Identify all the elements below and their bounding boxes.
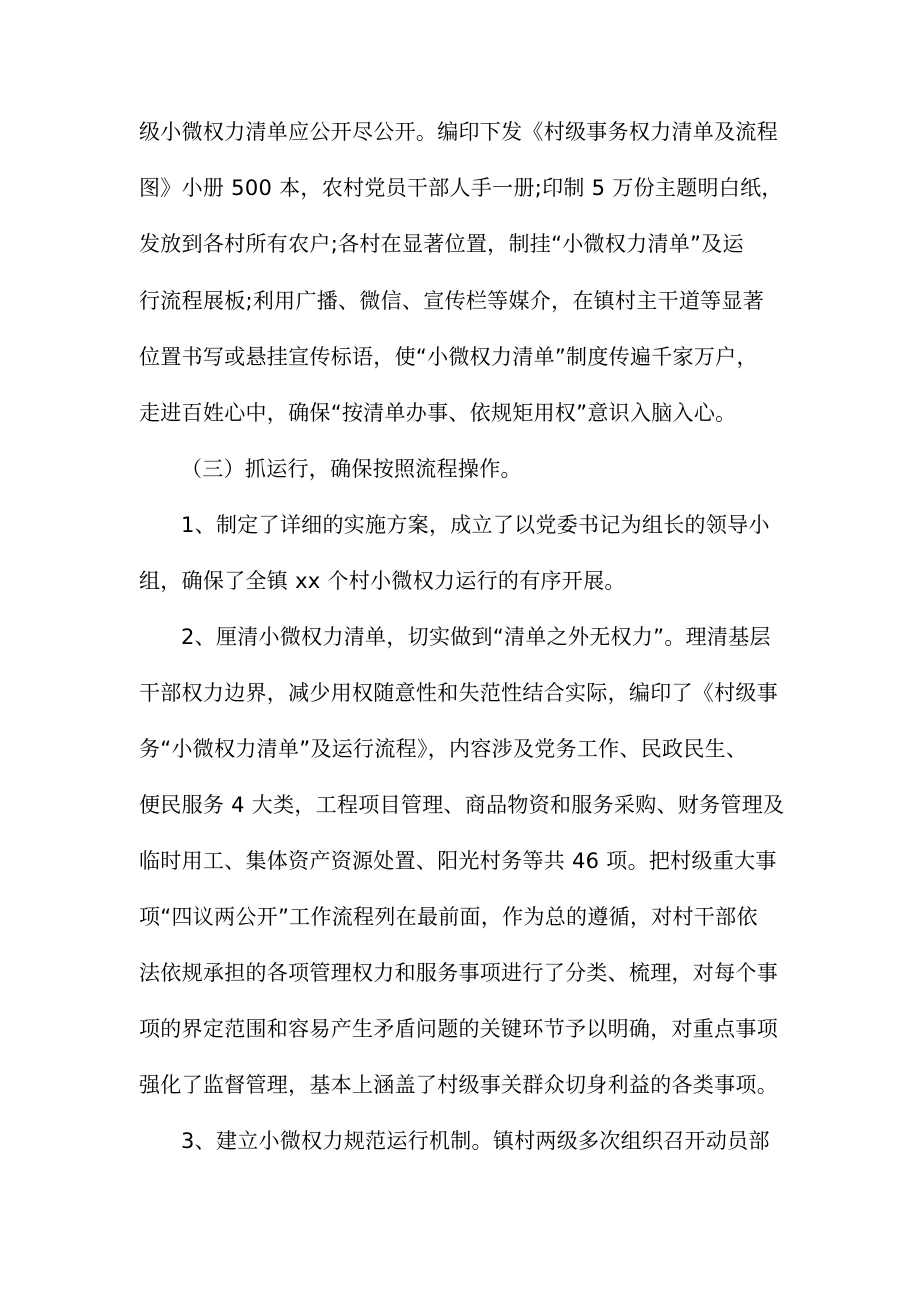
text-line-11: 干部权力边界，减少用权随意性和失范性结合实际，编印了《村级事 — [139, 681, 778, 705]
text-line-17: 项的界定范围和容易产生矛盾问题的关键环节予以明确，对重点事项 — [139, 1017, 778, 1041]
text-line-4: 行流程展板;利用广播、微信、宣传栏等媒介，在镇村主干道等显著 — [139, 289, 765, 313]
text-line-18: 强化了监督管理，基本上涵盖了村级事关群众切身利益的各类事项。 — [139, 1073, 778, 1097]
text-line-6: 走进百姓心中，确保“按清单办事、依规矩用权”意识入脑入心。 — [139, 401, 737, 425]
text-line-12: 务“小微权力清单”及运行流程》，内容涉及党务工作、民政民生、 — [139, 737, 748, 761]
text-line-13: 便民服务 4 大类，工程项目管理、商品物资和服务采购、财务管理及 — [139, 793, 785, 817]
text-line-3: 发放到各村所有农户;各村在显著位置，制挂“小微权力清单”及运 — [139, 232, 744, 256]
text-line-2: 图》小册 500 本，农村党员干部人手一册;印制 5 万份主题明白纸， — [139, 176, 783, 200]
text-line-10: 2、厘清小微权力清单，切实做到“清单之外无权力”。理清基层 — [181, 625, 771, 649]
text-line-19: 3、建立小微权力规范运行机制。镇村两级多次组织召开动员部 — [181, 1129, 770, 1153]
text-line-16: 法依规承担的各项管理权力和服务事项进行了分类、梳理，对每个事 — [139, 961, 778, 985]
text-line-15: 项“四议两公开”工作流程列在最前面，作为总的遵循，对村干部依 — [139, 905, 758, 929]
text-line-5: 位置书写或悬挂宣传标语，使“小微权力清单”制度传遍千家万户， — [139, 345, 758, 369]
text-line-1: 级小微权力清单应公开尽公开。编印下发《村级事务权力清单及流程 — [139, 120, 778, 144]
text-line-14: 临时用工、集体资产资源处置、阳光村务等共 46 项。把村级重大事 — [139, 849, 777, 873]
text-line-9: 组，确保了全镇 xx 个村小微权力运行的有序开展。 — [139, 569, 626, 593]
text-line-8: 1、制定了详细的实施方案，成立了以党委书记为组长的领导小 — [181, 513, 770, 537]
section-heading: （三）抓运行，确保按照流程操作。 — [181, 457, 522, 481]
